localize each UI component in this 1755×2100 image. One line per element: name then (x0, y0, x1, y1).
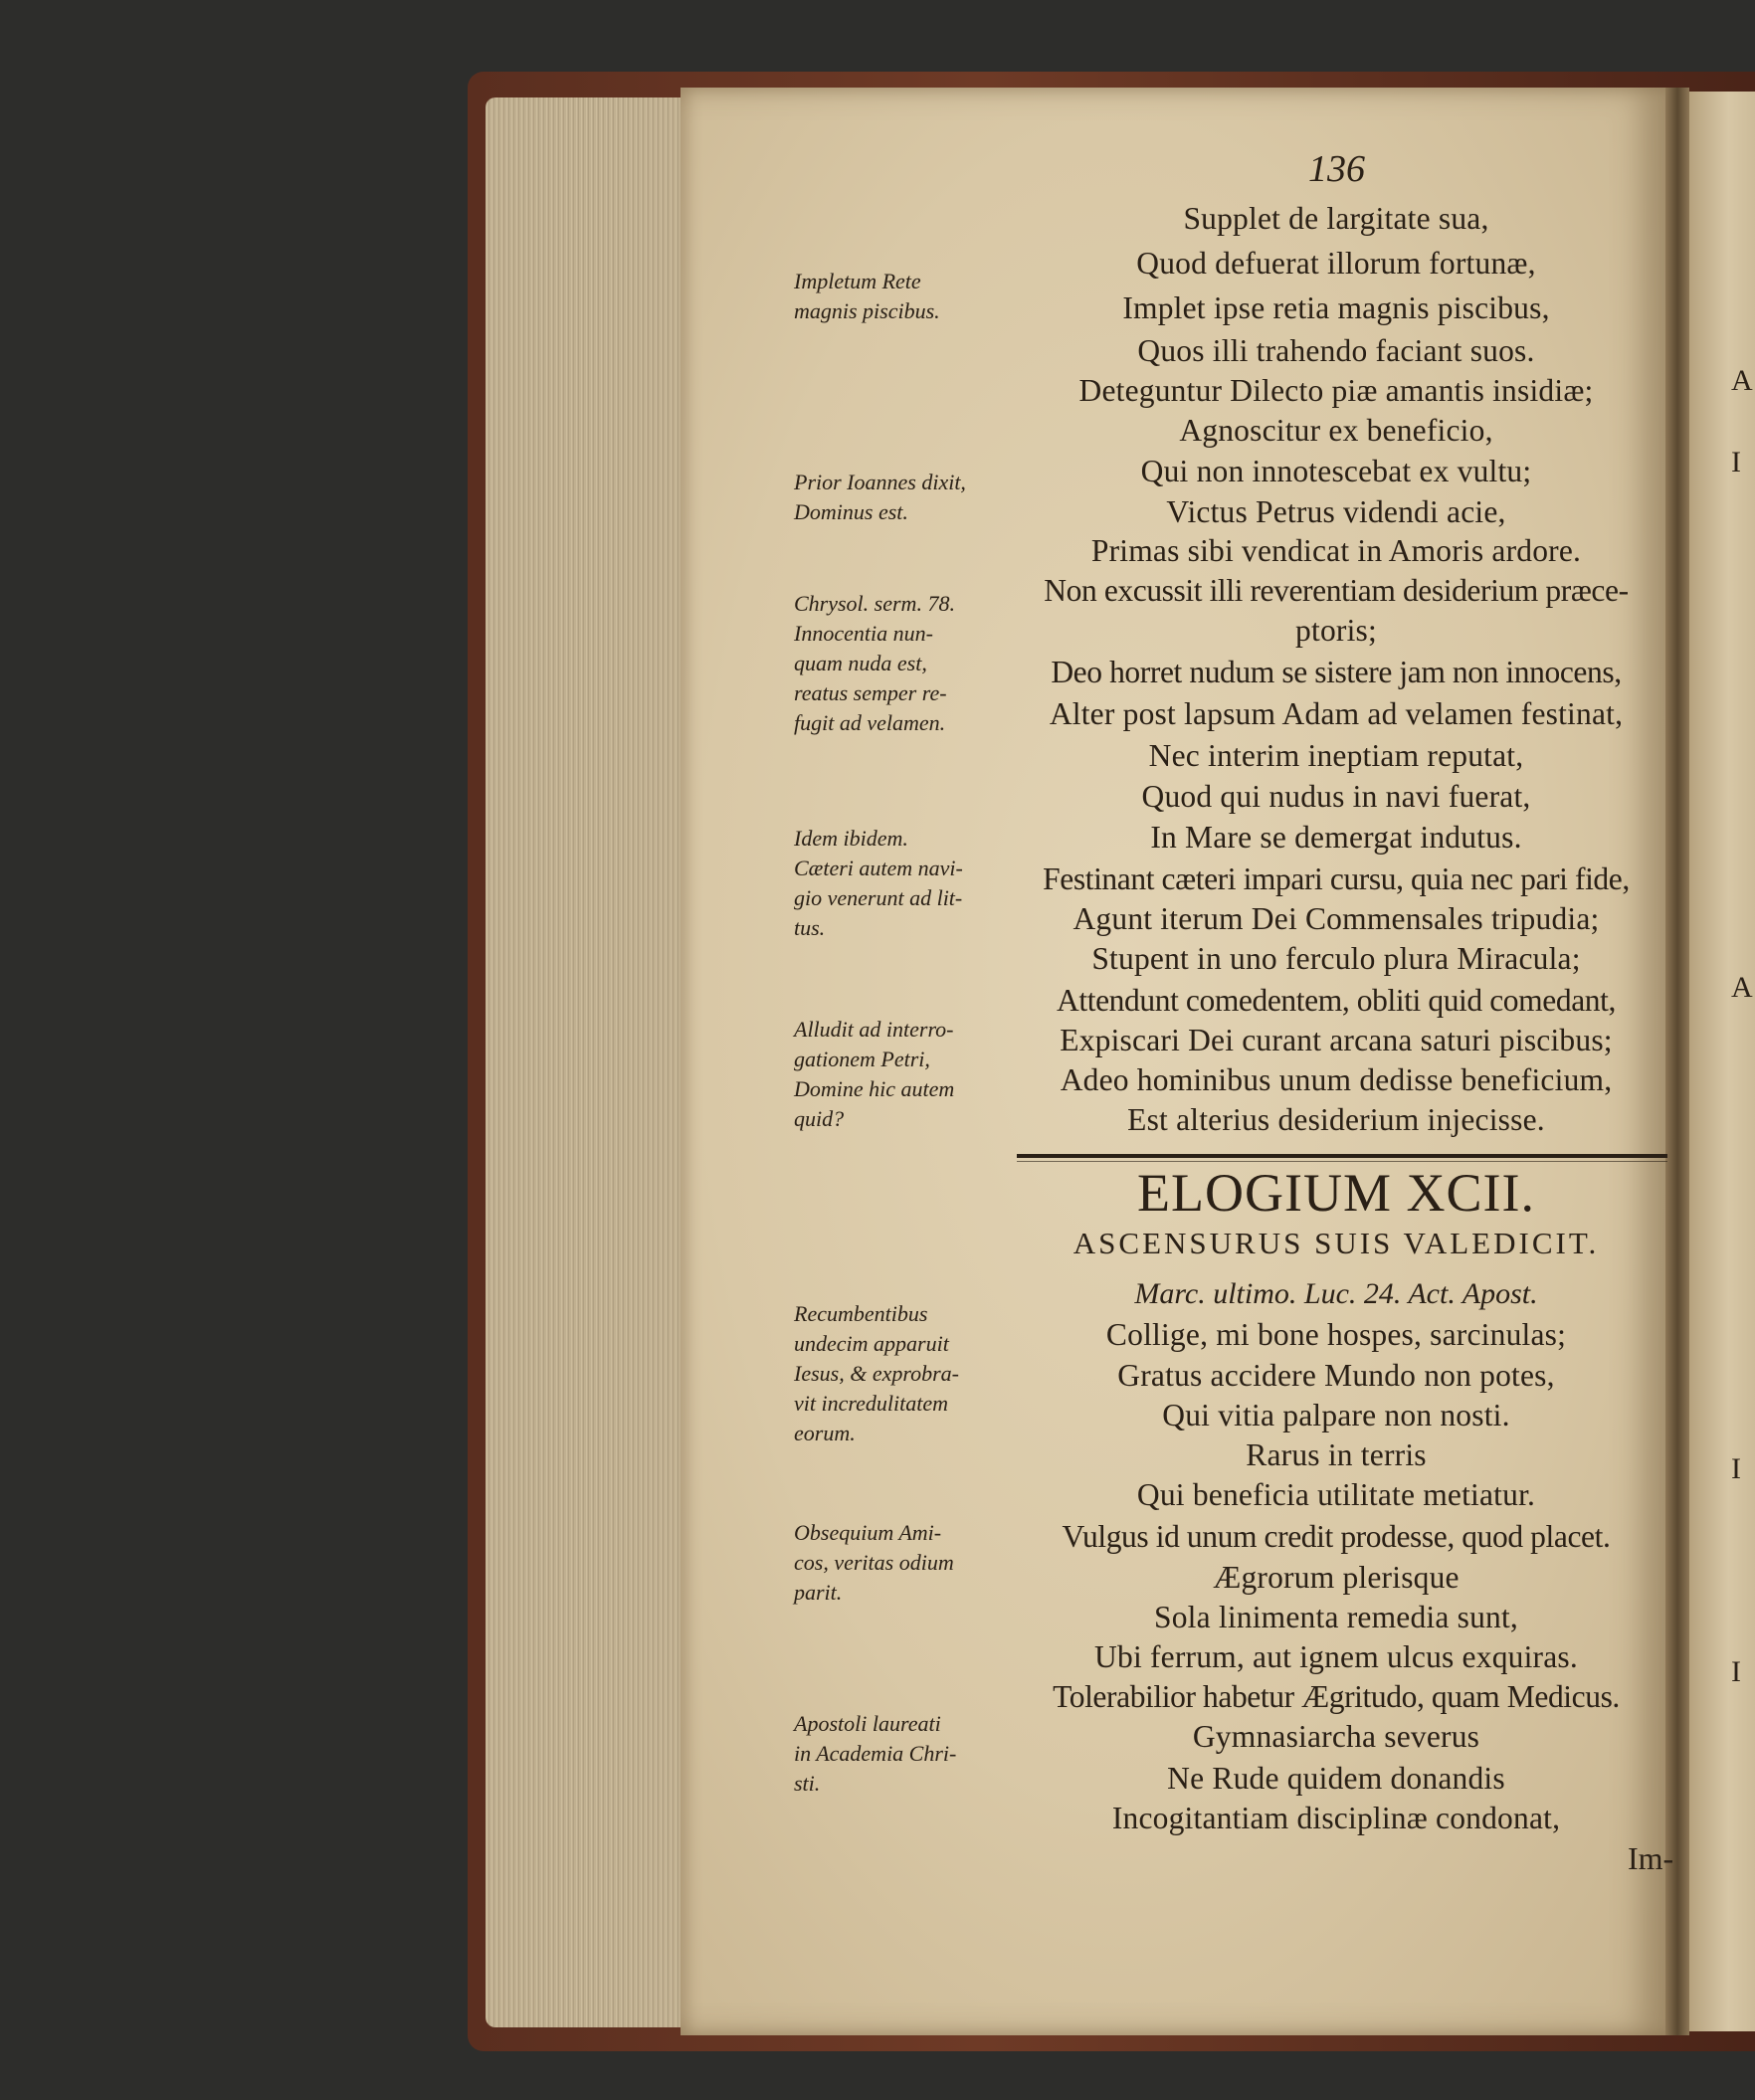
margin-note-line: Impletum Rete (794, 269, 921, 293)
verse-line: Quos illi trahendo faciant suos. (1137, 333, 1535, 368)
margin-note-line: Cæteri autem navi- (794, 856, 963, 880)
margin-note-line: sti. (794, 1771, 821, 1796)
verse-line: Qui beneficia utilitate metiatur. (1136, 1477, 1536, 1512)
verse-line: Agnoscitur ex beneficio, (1179, 413, 1493, 448)
margin-note-line: cos, veritas odium (794, 1550, 954, 1575)
verse-line: Collige, mi bone hospes, sarcinulas; (1105, 1317, 1567, 1352)
page-number: 136 (1308, 148, 1365, 190)
verse-line: Quod qui nudus in navi fuerat, (1141, 779, 1531, 814)
margin-note-line: vit incredulitatem (794, 1391, 948, 1416)
margin-note (794, 1299, 1025, 1448)
facing-page-letter: I (1731, 446, 1741, 478)
section-divider (1017, 1154, 1667, 1158)
facing-page-letter: I (1731, 1655, 1741, 1688)
verse-line: Gymnasiarcha severus (1192, 1719, 1480, 1754)
verse-line: Tolerabilior habetur Ægritudo, quam Medicus. (1053, 1679, 1620, 1714)
page-edges (486, 97, 681, 2027)
verse-line: Deo horret nudum se sistere jam non innocens, (1051, 655, 1622, 689)
margin-note-line: gio venerunt ad lit- (794, 885, 963, 910)
margin-note-line: magnis piscibus. (794, 298, 940, 323)
verse-line: Ægrorum plerisque (1213, 1560, 1460, 1595)
verse-line: Nec interim ineptiam reputat, (1148, 738, 1524, 773)
verse-line: Alter post lapsum Adam ad velamen festinat, (1049, 696, 1624, 731)
margin-note-line: tus. (794, 915, 826, 940)
verse-line: In Mare se demergat indutus. (1150, 820, 1522, 855)
verse-line: Primas sibi vendicat in Amoris ardore. (1090, 533, 1582, 568)
facing-page-letter: I (1731, 1452, 1741, 1485)
verse-line: Qui non innotescebat ex vultu; (1140, 454, 1532, 488)
margin-note-line: Apostoli laureati (794, 1711, 941, 1736)
margin-note-line: quam nuda est, (794, 651, 927, 675)
verse-line: Festinant cæteri impari cursu, quia nec pari fide, (1043, 861, 1630, 896)
margin-note-line: Innocentia nun- (794, 621, 933, 646)
verse-line: Ubi ferrum, aut ignem ulcus exquiras. (1094, 1639, 1578, 1674)
verse-line: Incogitantiam disciplinæ condonat, (1111, 1801, 1561, 1835)
verse-line: Expiscari Dei curant arcana saturi piscibus; (1060, 1023, 1613, 1057)
margin-note (794, 589, 1025, 738)
book-gutter (1665, 88, 1689, 2035)
margin-note-line: Dominus est. (794, 499, 908, 524)
margin-note-line: Iesus, & exprobra- (794, 1361, 959, 1386)
verse-line: Supplet de largitate sua, (1183, 201, 1489, 236)
verse-line: Implet ipse retia magnis piscibus, (1122, 290, 1550, 325)
verse-line: Est alterius desiderium injecisse. (1127, 1102, 1545, 1137)
margin-note-line: Chrysol. serm. 78. (794, 591, 955, 616)
verse-line: Non excussit illi reverentiam desiderium præce- (1044, 573, 1629, 608)
margin-note-line: in Academia Chri- (794, 1741, 957, 1766)
margin-note-line: Domine hic autem (794, 1076, 955, 1101)
verse-line: Sola linimenta remedia sunt, (1153, 1600, 1519, 1634)
verse-line: Rarus in terris (1246, 1437, 1427, 1472)
scripture-citation: Marc. ultimo. Luc. 24. Act. Apost. (1134, 1277, 1538, 1310)
facing-page-letter: A (1731, 364, 1753, 397)
section-heading: ELOGIUM XCII. (1137, 1163, 1535, 1223)
margin-note-line: Alludit ad interro- (794, 1017, 954, 1042)
verse-line: Ne Rude quidem donandis (1167, 1761, 1505, 1796)
catchword: Im- (1628, 1840, 1674, 1876)
verse-line: ptoris; (1295, 613, 1377, 648)
verse-line: Attendunt comedentem, obliti quid comedant, (1057, 983, 1616, 1018)
margin-note-line: reatus semper re- (794, 680, 947, 705)
margin-note (794, 824, 1025, 943)
margin-note (794, 1015, 1025, 1134)
margin-note (794, 1709, 1025, 1799)
margin-note (794, 1518, 1025, 1608)
margin-note-line: gationem Petri, (794, 1047, 930, 1071)
margin-note-line: Recumbentibus (794, 1301, 928, 1326)
margin-note-line: fugit ad velamen. (794, 710, 946, 735)
margin-note-line: Prior Ioannes dixit, (794, 470, 966, 494)
margin-note-line: Obsequium Ami- (794, 1520, 942, 1545)
margin-note-line: eorum. (794, 1421, 856, 1445)
margin-note-line: undecim apparuit (794, 1331, 949, 1356)
verse-line: Victus Petrus videndi acie, (1166, 494, 1506, 529)
margin-note-line: quid? (794, 1106, 845, 1131)
verse-line: Stupent in uno ferculo plura Miracula; (1091, 941, 1581, 976)
margin-note-line: Idem ibidem. (794, 826, 908, 851)
margin-note (794, 468, 1025, 527)
verse-line: Vulgus id unum credit prodesse, quod placet. (1062, 1519, 1611, 1554)
facing-page-letter: A (1731, 971, 1753, 1004)
section-subheading: ASCENSURUS SUIS VALEDICIT. (1072, 1226, 1600, 1260)
verse-line: Agunt iterum Dei Commensales tripudia; (1072, 901, 1600, 936)
verse-line: Quod defuerat illorum fortunæ, (1136, 246, 1536, 281)
verse-line: Adeo hominibus unum dedisse beneficium, (1060, 1062, 1613, 1097)
margin-note-line: parit. (794, 1580, 843, 1605)
verse-line: Deteguntur Dilecto piæ amantis insidiæ; (1078, 373, 1594, 408)
margin-note (794, 267, 1025, 326)
verse-line: Gratus accidere Mundo non potes, (1117, 1358, 1555, 1393)
verse-line: Qui vitia palpare non nosti. (1162, 1398, 1510, 1432)
